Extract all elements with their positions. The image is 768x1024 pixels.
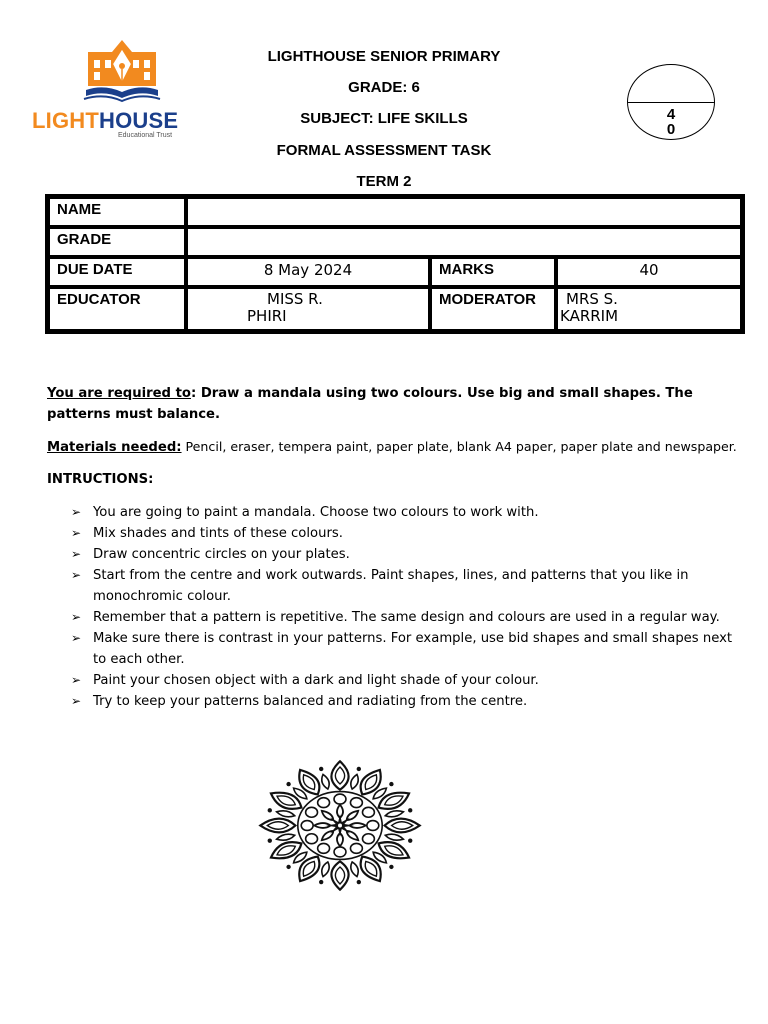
instruction-list: [47, 502, 737, 712]
requirement-paragraph: [47, 383, 737, 425]
logo-word-house: HOUSE: [99, 108, 179, 133]
arrowhead-bullet-icon: ➢: [71, 547, 82, 561]
arrowhead-bullet-icon: ➢: [71, 610, 82, 624]
total-marks-value: 4 0: [666, 106, 676, 138]
list-item: ➢ Remember that a pattern is repetitive. The same design and colours are used in a regular way.: [71, 607, 737, 628]
educator-value: [186, 287, 430, 331]
school-name: LIGHTHOUSE SENIOR PRIMARY: [267, 48, 501, 65]
name-row: [48, 197, 742, 227]
logo-subtitle: Educational Trust: [118, 132, 173, 139]
list-item: ➢ You are going to paint a mandala. Choose two colours to work with.: [71, 502, 737, 523]
moderator-value-line1: MRS S.: [566, 290, 618, 308]
list-item: ➢ Start from the centre and work outwards. Paint shapes, lines, and patterns that you like in monochromic colour.: [71, 565, 737, 607]
marks-value: 40: [556, 257, 742, 287]
moderator-value-line2: KARRIM: [560, 307, 619, 325]
logo-word-light: LIGHT: [32, 108, 99, 133]
grade-label: GRADE: [48, 227, 186, 257]
list-item: ➢ Try to keep your patterns balanced and radiating from the centre.: [71, 691, 737, 712]
educator-row: [48, 287, 742, 331]
subject-heading: SUBJECT: LIFE SKILLS: [300, 110, 468, 127]
oval-divider: [628, 102, 714, 103]
instructions-section: [47, 383, 737, 712]
name-field[interactable]: [186, 197, 742, 227]
educator-value-line2: PHIRI: [247, 307, 287, 325]
due-date-label: DUE DATE: [48, 257, 186, 287]
list-item: ➢ Make sure there is contrast in your patterns. For example, use bid shapes and small shapes next to each other.: [71, 628, 737, 670]
marks-label: MARKS: [430, 257, 556, 287]
arrowhead-bullet-icon: ➢: [71, 631, 82, 645]
learner-info-table: [45, 194, 745, 334]
arrowhead-bullet-icon: ➢: [71, 568, 82, 582]
task-heading: FORMAL ASSESSMENT TASK: [276, 142, 492, 159]
due-date-row: [48, 257, 742, 287]
required-label: You are required to: [47, 386, 191, 401]
instructions-heading: INTRUCTIONS:: [47, 472, 154, 487]
arrowhead-bullet-icon: ➢: [71, 505, 82, 519]
total-marks-oval: [627, 64, 715, 140]
moderator-value: [556, 287, 742, 331]
name-label: NAME: [48, 197, 186, 227]
mandala-illustration-icon: [245, 748, 435, 903]
educator-value-line1: MISS R.: [267, 290, 323, 308]
grade-field[interactable]: [186, 227, 742, 257]
term-heading: TERM 2: [356, 173, 412, 190]
materials-label: Materials needed:: [47, 440, 182, 455]
arrowhead-bullet-icon: ➢: [71, 673, 82, 687]
grade-row: [48, 227, 742, 257]
list-item: ➢ Draw concentric circles on your plates.: [71, 544, 737, 565]
grade-heading: GRADE: 6: [348, 79, 420, 96]
list-item: ➢ Mix shades and tints of these colours.: [71, 523, 737, 544]
arrowhead-bullet-icon: ➢: [71, 694, 82, 708]
required-text: : Draw a mandala using two colours. Use big and small shapes. The patterns must balance.: [47, 386, 693, 422]
due-date-value: 8 May 2024: [186, 257, 430, 287]
educator-label: EDUCATOR: [48, 287, 186, 331]
arrowhead-bullet-icon: ➢: [71, 526, 82, 540]
materials-text: Pencil, eraser, tempera paint, paper plate, blank A4 paper, paper plate and newspaper.: [181, 439, 737, 454]
moderator-label: MODERATOR: [430, 287, 556, 331]
list-item: ➢ Paint your chosen object with a dark and light shade of your colour.: [71, 670, 737, 691]
materials-paragraph: [47, 436, 737, 458]
